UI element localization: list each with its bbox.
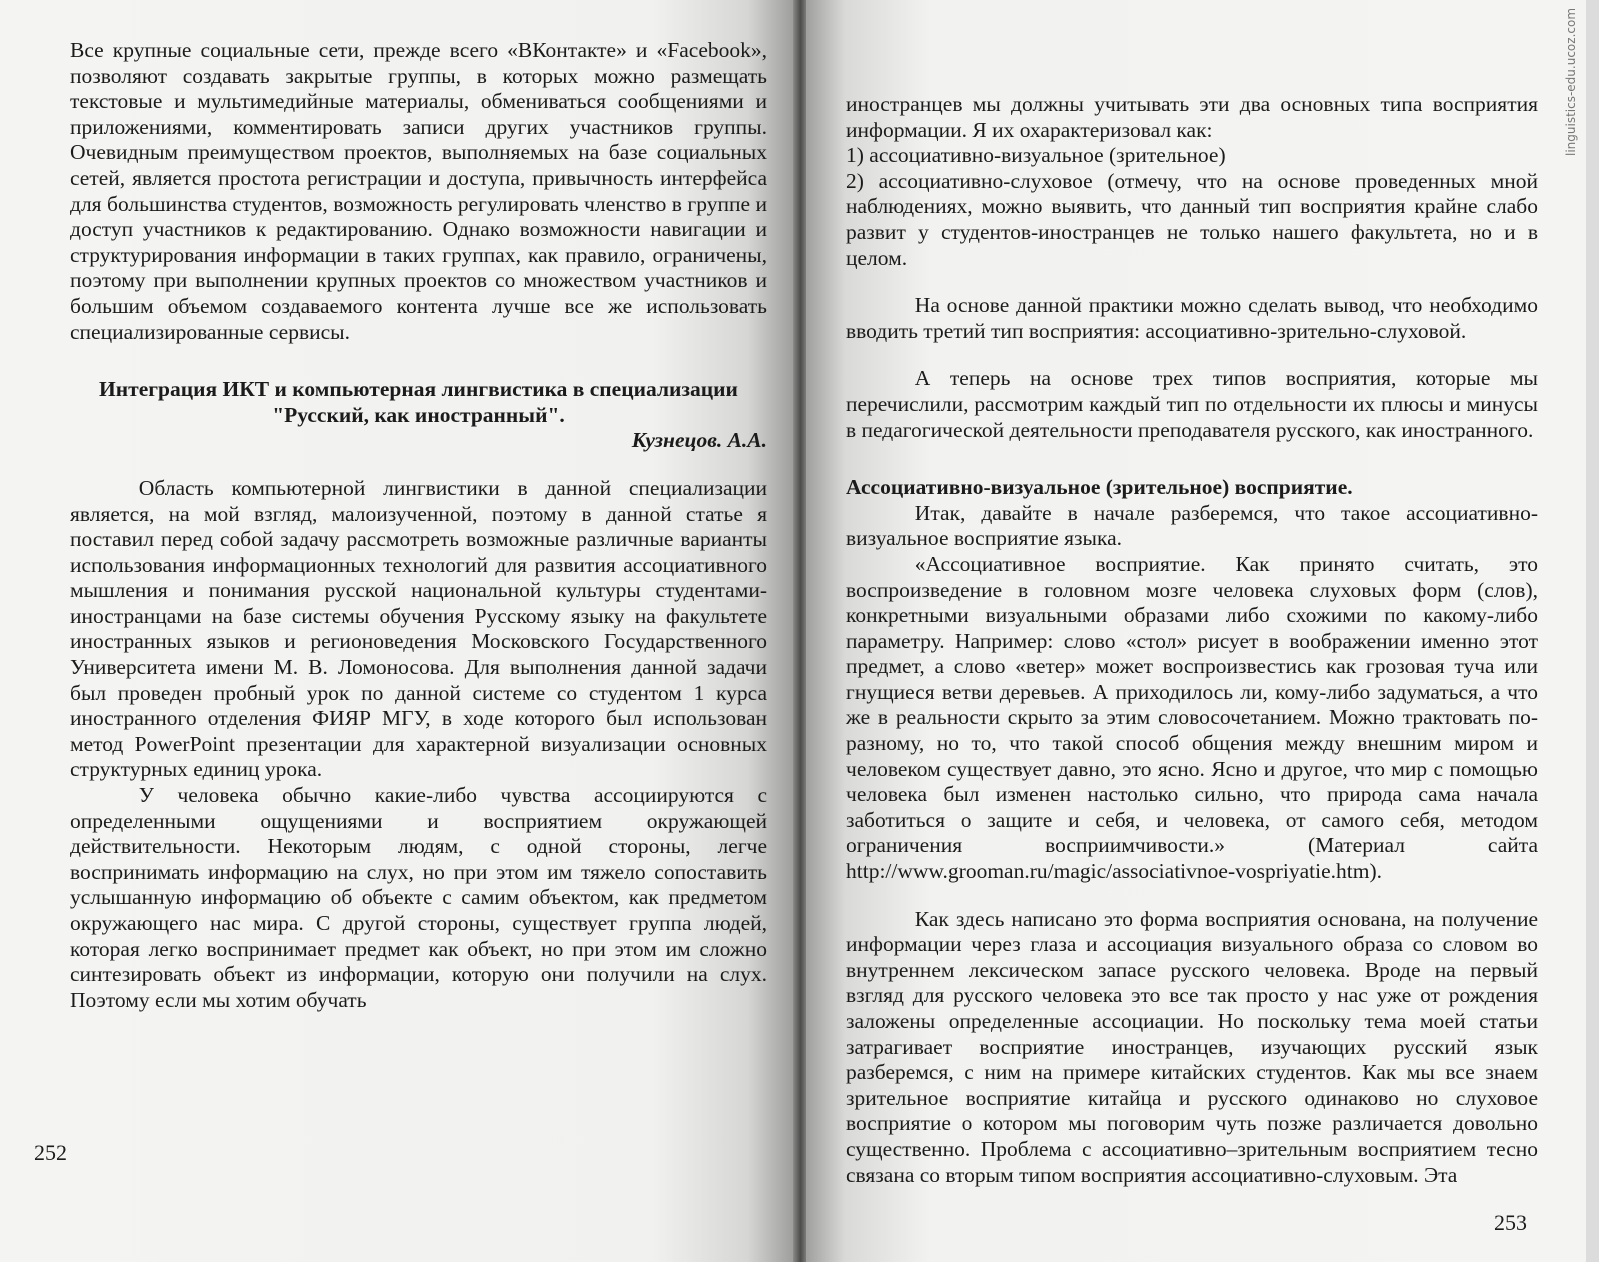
left-paragraph-3: У человека обычно какие-либо чувства ассоциируются с определенными ощущениями и восприятием окружающей действительности. Некоторым людям, с одной стороны, легче воспринимать информацию на слух, но при этом им тяжело сопоставить услышанную информацию об объекте с самим объектом, как предметом окружающего нас мира. С другой стороны, существует группа людей, которая легко воспринимает предмет как объект, но при этом им сложно синтезировать объект из информации, которую они получили на слух. Поэтому если мы хотим обучать <box>70 783 767 1012</box>
list-item-2: 2) ассоциативно-слуховое (отмечу, что на основе проведенных мной наблюдениях, можно выявить, что данный тип восприятия крайне слабо развит у студентов-иностранцев не только нашего факультета, но и в целом. <box>846 168 1538 270</box>
page-number-left: 252 <box>34 1140 67 1165</box>
right-paragraph-5: Как здесь написано это форма восприятия основана, на получение информации через глаза и ассоциация визуального образа со словом во внутреннем лексическом запасе русского человека. Вроде на первый взгляд для русского человека это все так просто у нас уже от рождения заложены определенные ассоциации. Но поскольку тема моей статьи затрагивает восприятие иностранцев, изучающих русский язык разберемся, с ним на примере китайских студентов. Как мы все знаем зрительное восприятие китайца и русского одинаково но слуховое восприятие о котором мы поговорим чуть позже различается довольно существенно. Проблема с ассоциативно–зрительным восприятием тесно связана со вторым типом восприятия ассоциативно-слуховым. Эта <box>846 906 1538 1187</box>
right-paragraph-2: А теперь на основе трех типов восприятия, которые мы перечислили, рассмотрим каждый тип по отдельности их плюсы и минусы в педагогической деятельности преподавателя русского, как иностранного. <box>846 366 1538 442</box>
article-author: Кузнецов. А.А. <box>631 428 767 453</box>
right-page <box>806 0 1586 1262</box>
article-heading: Интеграция ИКТ и компьютерная лингвистика в специализации "Русский, как иностранный". <box>99 377 738 427</box>
page-number-right: 253 <box>1494 1210 1527 1235</box>
left-paragraph-2: Область компьютерной лингвистики в данной специализации является, на мой взгляд, малоизученной, поэтому в данной статье я поставил перед собой задачу рассмотреть возможные различные варианты использования информационных технологий для развития ассоциативного мышления и понимания русской национальной культуры студентами-иностранцами на базе системы обучения Русскому языку на факультете иностранных языков и регионоведения Московского Государственного Университета имени М. В. Ломоносова. Для выполнения данной задачи был проведен пробный урок по данной системе со студентом 1 курса иностранного отделения ФИЯР МГУ, в ходе которого был использован метод PowerPoint презентации для характерной визуализации основных структурных единиц урока. <box>70 475 767 782</box>
scan-edge <box>1586 0 1599 1262</box>
right-paragraph-1: На основе данной практики можно сделать вывод, что необходимо вводить третий тип восприятия: ассоциативно-зрительно-слуховой. <box>846 293 1538 343</box>
right-intro: иностранцев мы должны учитывать эти два основных типа восприятия информации. Я их охарактеризовал как: <box>846 92 1538 142</box>
right-paragraph-4: «Ассоциативное восприятие. Как принято считать, это воспроизведение в головном мозге человека слуховых форм (слов), конкретными визуальными образами либо схожими по какому-либо параметру. Например: слово «стол» рисует в воображении именно этот предмет, а слово «ветер» может воспроизвестись как грозовая туча или гнущиеся ветви деревьев. А приходилось ли, кому-либо задуматься, а что же в реальности скрыто за этим словосочетанием. Можно трактовать по-разному, но то, что такой способ общения между внешним миром и человеком существует давно, это ясно. Ясно и другое, что мир с помощью человека был изменен настолько сильно, что природа сама начала заботиться о защите и себя, и человека, от самого себя, методом ограничения восприимчивости.» (Материал сайта http://www.grooman.ru/magic/associativnoe-vospriyatie.htm). <box>846 551 1538 884</box>
perception-type-list <box>846 143 1538 271</box>
left-page <box>0 0 795 1262</box>
right-paragraph-3: Итак, давайте в начале разберемся, что такое ассоциативно-визуальное восприятие языка. <box>846 500 1538 551</box>
list-item-1: 1) ассоциативно-визуальное (зрительное) <box>846 143 1226 168</box>
left-paragraph-1: Все крупные социальные сети, прежде всего «ВКонтакте» и «Facebook», позволяют создавать закрытые группы, в которых можно размещать текстовые и мультимедийные материалы, обмениваться сообщениями и приложениями, комментировать записи других участников группы. Очевидным преимуществом проектов, выполняемых на базе социальных сетей, является простота регистрации и доступа, привычность интерфейса для большинства студентов, возможность регулировать членство в группе и доступ участников к редактированию. Однако возможности навигации и структурирования информации в таких группах, как правило, ограничены, поэтому при выполнении крупных проектов со множеством участников и большим объемом создаваемого контента лучше все же использовать специализированные сервисы. <box>70 38 767 344</box>
section-heading: Ассоциативно-визуальное (зрительное) восприятие. <box>846 475 1353 500</box>
watermark-text: linguistics-edu.ucoz.com <box>1564 8 1578 157</box>
